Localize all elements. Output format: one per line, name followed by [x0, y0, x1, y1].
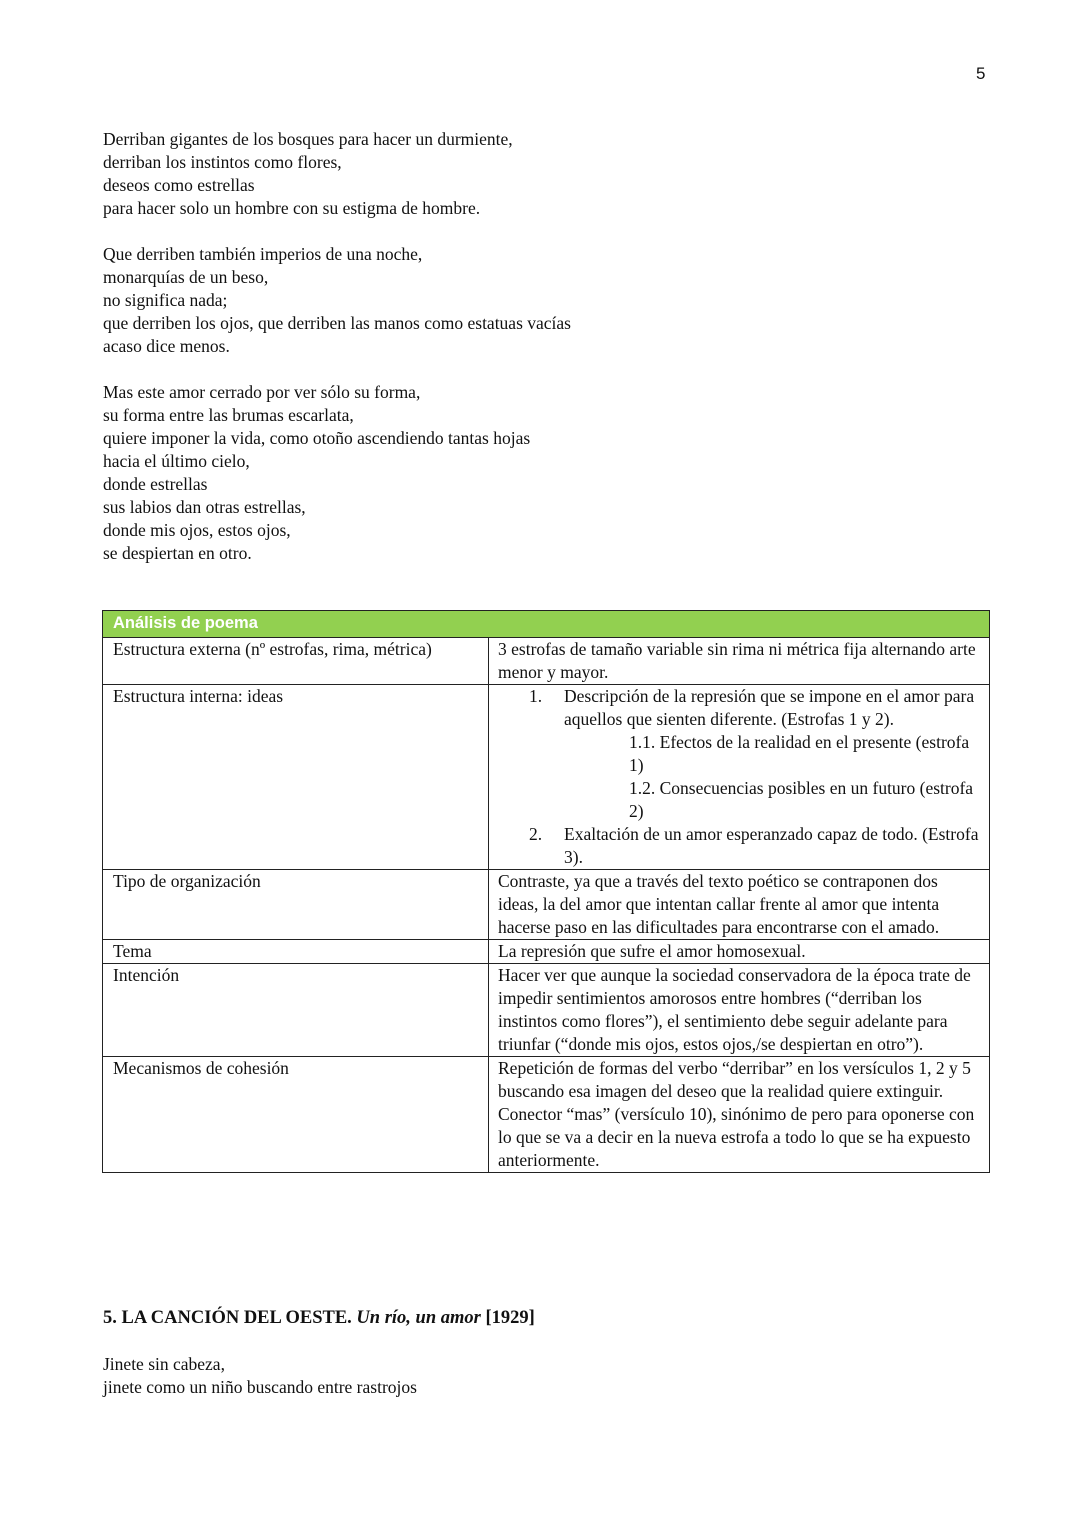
row-label: Estructura externa (nº estrofas, rima, métrica) — [103, 638, 489, 685]
verse-line: acaso dice menos. — [103, 336, 230, 356]
verse-line: Jinete sin cabeza, — [103, 1354, 225, 1374]
cohesion-point: Repetición de formas del verbo “derribar” en los versículos 1, 2 y 5 buscando esa imagen del deseo que la realidad quiere extinguir. — [498, 1058, 971, 1101]
sub-list-item: 1.1. Efectos de la realidad en el presente (estrofa 1) — [629, 732, 970, 775]
verse-line: Mas este amor cerrado por ver sólo su forma, — [103, 382, 421, 402]
verse-line: no significa nada; — [103, 290, 228, 310]
page-number: 5 — [976, 64, 986, 83]
row-value: 3 estrofas de tamaño variable sin rima ni métrica fija alternando arte menor y mayor. — [489, 638, 990, 685]
poem-stanza-3 — [103, 381, 530, 565]
cohesion-point: Conector “mas” (versículo 10), sinónimo de pero para oponerse con lo que se va a decir en la nueva estrofa a todo lo que se ha expuesto anteriormente. — [498, 1104, 975, 1170]
verse-line: se despiertan en otro. — [103, 543, 252, 563]
verse-line: quiere imponer la vida, como otoño ascendiendo tantas hojas — [103, 428, 531, 448]
table-header-row — [103, 611, 990, 638]
row-label: Intención — [103, 964, 489, 1057]
poem-stanza-1 — [103, 128, 513, 220]
verse-line: su forma entre las brumas escarlata, — [103, 405, 354, 425]
list-text: Descripción de la represión que se impone en el amor para aquellos que sienten diferente. (Estrofas 1 y 2). — [564, 686, 975, 729]
verse-line: Derriban gigantes de los bosques para hacer un durmiente, — [103, 129, 513, 149]
verse-line: jinete como un niño buscando entre rastrojos — [103, 1377, 417, 1397]
section-book-title: Un río, un amor — [356, 1308, 481, 1328]
list-text: Exaltación de un amor esperanzado capaz de todo. (Estrofa 3). — [564, 824, 979, 867]
verse-line: donde mis ojos, estos ojos, — [103, 520, 291, 540]
table-row — [103, 940, 990, 964]
row-value — [489, 1057, 990, 1173]
table-row — [103, 964, 990, 1057]
poem-stanza-4 — [103, 1353, 417, 1399]
table-row — [103, 1057, 990, 1173]
verse-line: hacia el último cielo, — [103, 451, 250, 471]
verse-line: Que derriben también imperios de una noche, — [103, 244, 423, 264]
poem-stanza-2 — [103, 243, 571, 358]
row-label: Tema — [103, 940, 489, 964]
list-item — [529, 823, 979, 869]
row-value: Hacer ver que aunque la sociedad conservadora de la época trate de impedir sentimientos amorosos entre hombres (“derriban los instintos como flores”), el sentimiento debe seguir adelante para triunfar (“donde mis ojos, estos ojos,/se despiertan en otro”). — [489, 964, 990, 1057]
verse-line: donde estrellas — [103, 474, 208, 494]
row-value: Contraste, ya que a través del texto poético se contraponen dos ideas, la del amor que intentan callar frente al amor que intenta hacerse paso en las dificultades para encontrarse con el amado. — [489, 870, 990, 940]
table-row — [103, 870, 990, 940]
list-number: 1. — [529, 686, 543, 706]
section-year: [1929] — [485, 1308, 535, 1328]
table-row — [103, 638, 990, 685]
poem-analysis-table — [102, 610, 990, 1173]
row-value: La represión que sufre el amor homosexual. — [489, 940, 990, 964]
verse-line: monarquías de un beso, — [103, 267, 269, 287]
row-value — [489, 685, 990, 870]
verse-line: para hacer solo un hombre con su estigma de hombre. — [103, 198, 481, 218]
row-label: Tipo de organización — [103, 870, 489, 940]
section-title: 5. LA CANCIÓN DEL OESTE. — [103, 1308, 352, 1328]
verse-line: que derriben los ojos, que derriben las manos como estatuas vacías — [103, 313, 571, 333]
section-heading — [103, 1308, 535, 1329]
row-label: Estructura interna: ideas — [103, 685, 489, 870]
verse-line: sus labios dan otras estrellas, — [103, 497, 306, 517]
table-header: Análisis de poema — [103, 611, 990, 638]
list-item — [529, 685, 979, 731]
row-label: Mecanismos de cohesión — [103, 1057, 489, 1173]
verse-line: derriban los instintos como flores, — [103, 152, 342, 172]
sub-list-item: 1.2. Consecuencias posibles en un futuro (estrofa 2) — [629, 778, 974, 821]
table-row — [103, 685, 990, 870]
list-number: 2. — [529, 824, 543, 844]
verse-line: deseos como estrellas — [103, 175, 255, 195]
